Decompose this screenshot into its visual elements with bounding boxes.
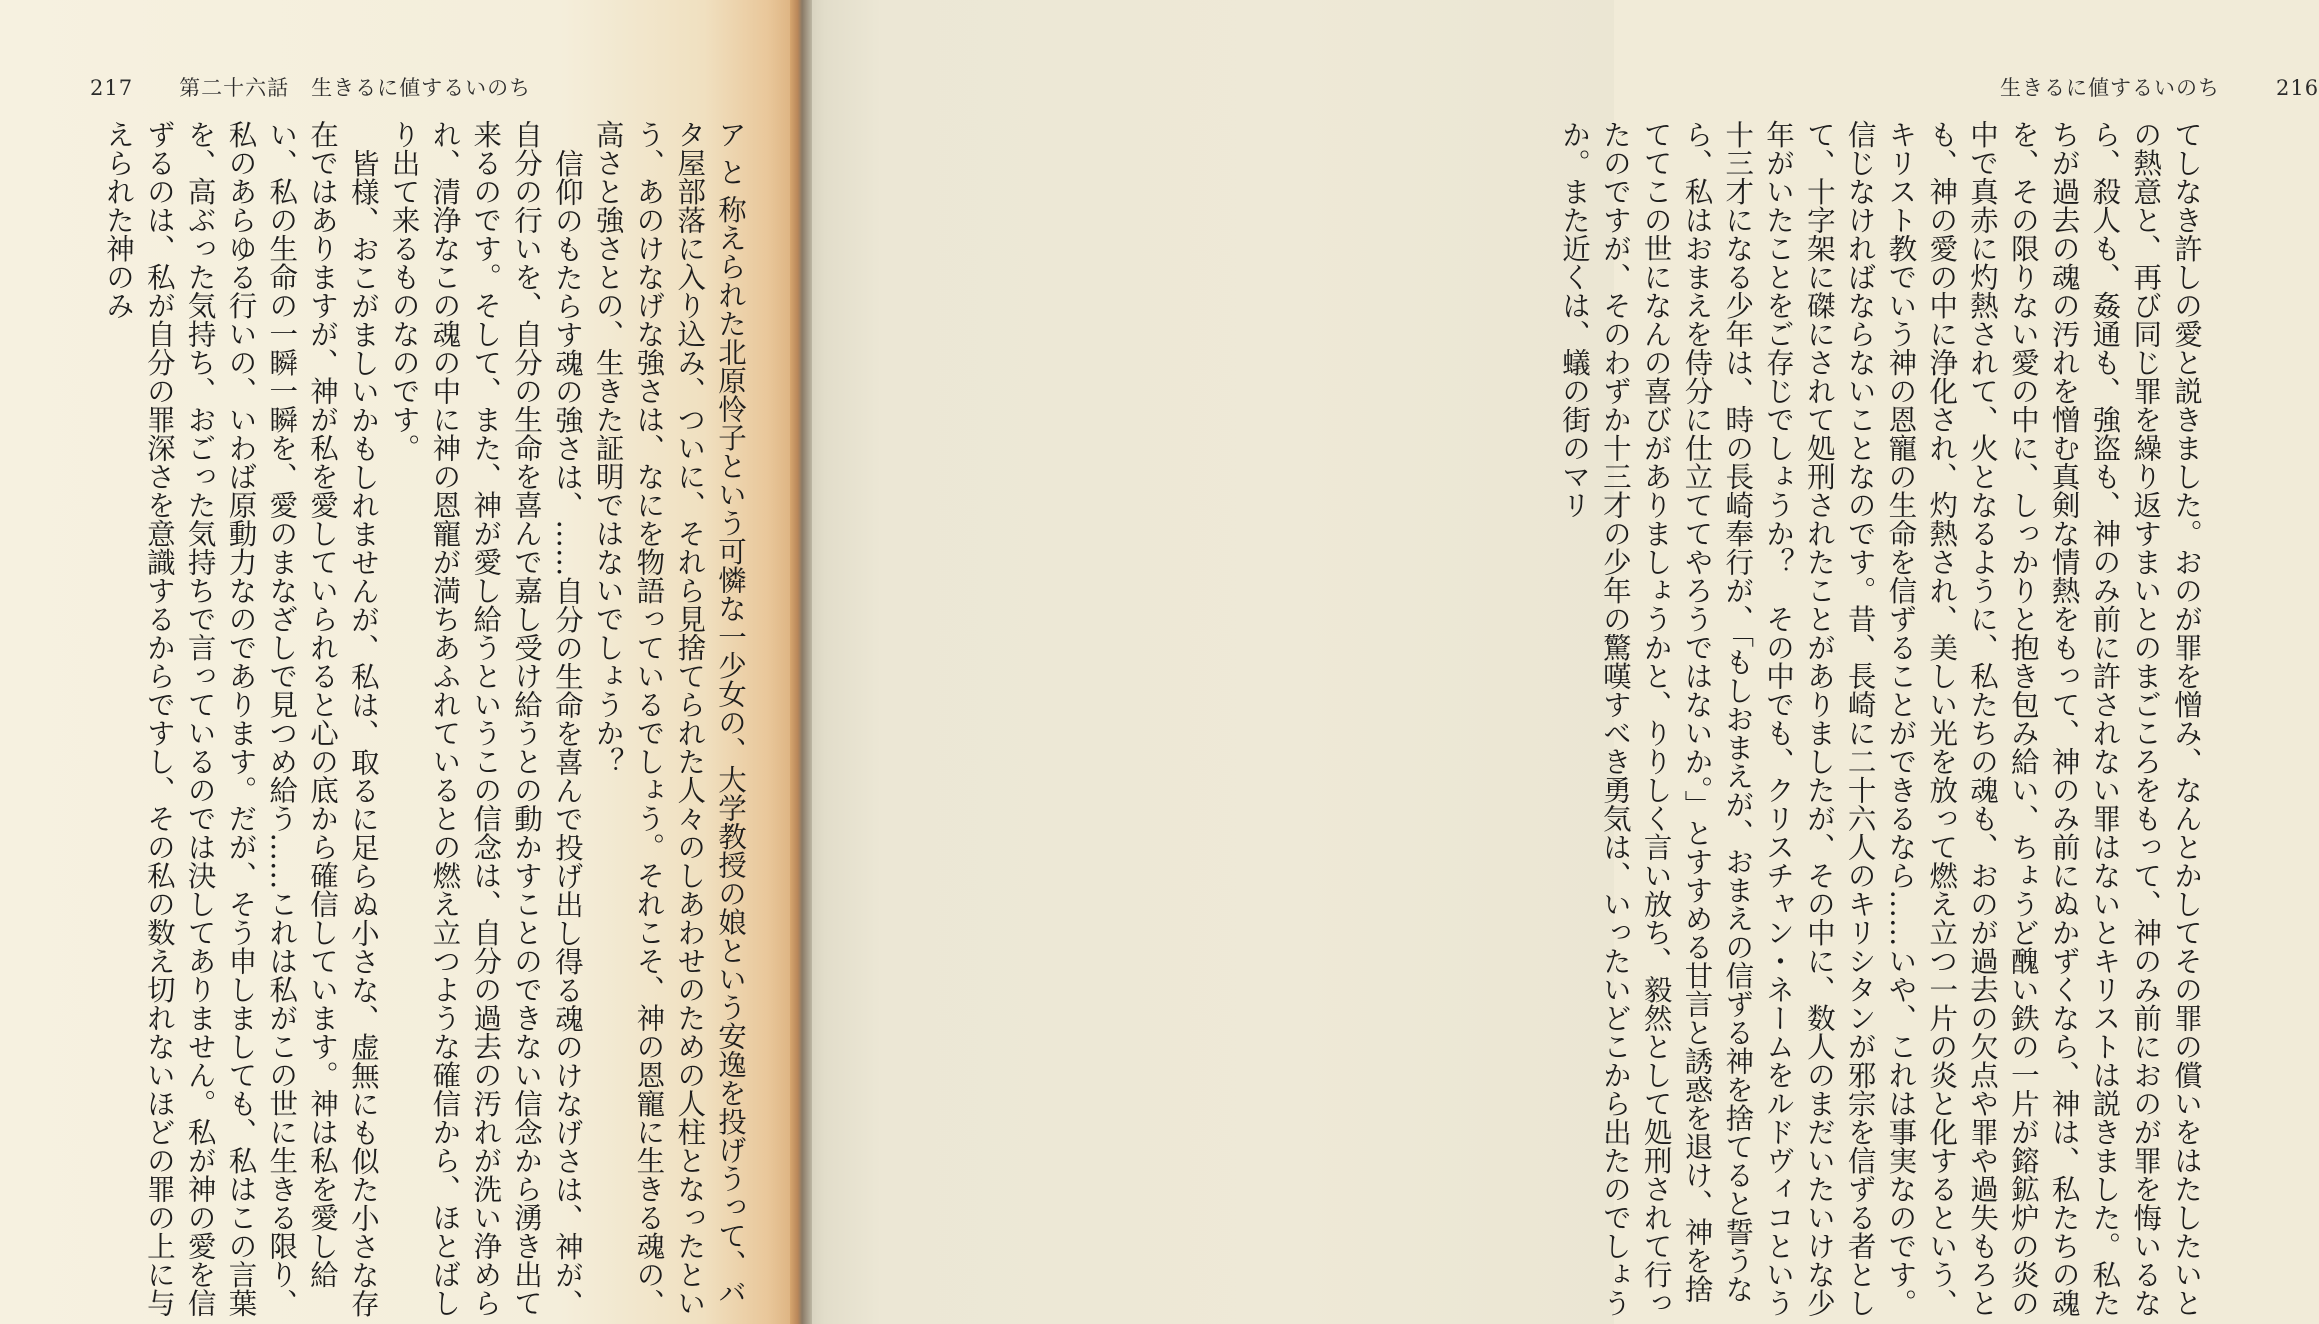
right-paragraph-1: てしなき許しの愛と説きました。おのが罪を憎み、なんとかしてその罪の償いをはたしたいとの熱意と、再び同じ罪を繰り返すまいとのまごころをもって、神のみ前におのが罪を悔いるなら、殺人も、姦通も、強盗も、神のみ前に許されない罪はないとキリストは説きました。私たちが過去の魂の汚れを憎む真剣な情熱をもって、神のみ前にぬかずくなら、神は、私たちの魂を、その限りない愛の中に、しっかりと抱き包み給い、ちょうど醜い鉄の一片が鎔鉱炉の炎の中で真赤に灼熱されて、火となるように、私たちの魂も、おのが過去の欠点や罪や過失もろとも、神の愛の中に浄化され、灼熱され、美しい光を放って燃え立つ一片の炎と化するという、キリスト教でいう神の恩寵の生命を信ずることができるなら……いや、これは事実なのです。信じなければならないことなのです。昔、長崎に二十六人のキリシタンが邪宗を信ずる者として、十字架に磔にされて処刑されたことがありましたが、その中に、数人のまだいたいけな少年がいたことをご存じでしょうか？ その中でも、クリスチャン・ネームをルドヴィコという十三才になる少年は、時の長崎奉行が、「もしおまえが、おまえの信ずる神を捨てると誓うなら、私はおまえを侍分に仕立ててやろうではないか。」とすすめる甘言と誘惑を退け、神を捨ててこの世になんの喜びがありましょうかと、りりしく言い放ち、毅然として処刑されて行ったのですが、そのわずか十三才の少年の驚嘆すべき勇気は、いったいどこから出たのでしょうか。また近くは、蟻の街のマリ	[1558, 120, 2203, 1317]
left-paragraph-3: 皆様、おこがましいかもしれませんが、私は、取るに足らぬ小さな、虚無にも似た小さな存在ではありますが、神が私を愛していられると心の底から確信しています。神は私を愛し給い、私の生命の一瞬一瞬を、愛のまなざしで見つめ給う……これは私がこの世に生きる限り、私のあらゆる行いの、いわば原動力なのであります。だが、そう申しましても、私はこの言葉を、高ぶった気持ち、おごった気持ちで言っているのでは決してありません。私が神の愛を信ずるのは、私が自分の罪深さを意識するからですし、その私の数え切れないほどの罪の上に与えられた神のみ	[102, 120, 380, 1317]
right-folio: 216	[2276, 76, 2319, 100]
left-paragraph-1: ア と 称えられた北原怜子という可憐な一少女の、大学教授の娘という安逸を投げうって、バタ屋部落に入り込み、ついに、それら見捨てられた人々のしあわせのための人柱となったという、あのけなげな強さは、なにを物語っているでしょう。それこそ、神の恩寵に生きる魂の、高さと強さとの、生きた証明ではないでしょうか？	[591, 120, 747, 1317]
left-page	[0, 0, 800, 1324]
left-folio: 217	[90, 76, 134, 100]
left-body-text	[98, 120, 750, 1320]
left-paragraph-2: 信仰のもたらす魂の強さは、……自分の生命を喜んで投げ出し得る魂のけなげさは、神が、自分の行いを、自分の生命を喜んで嘉し受け給うとの動かすことのできない信念から湧き出て来るのです。そして、また、神が愛し給うというこの信念は、自分の過去の汚れが洗い浄められ、清浄なこの魂の中に神の恩寵が満ちあふれているとの燃え立つような確信から、ほとばしり出て来るものなのです。	[387, 120, 584, 1317]
right-page	[800, 0, 2319, 1324]
right-running-head	[2000, 72, 2319, 102]
right-body-text	[1558, 120, 2206, 1320]
left-running-head	[90, 72, 531, 102]
left-chapter-title: 第二十六話 生きるに値するいのち	[179, 76, 532, 100]
book-gutter	[790, 0, 812, 1324]
right-chapter-title: 生きるに値するいのち	[2000, 76, 2220, 100]
